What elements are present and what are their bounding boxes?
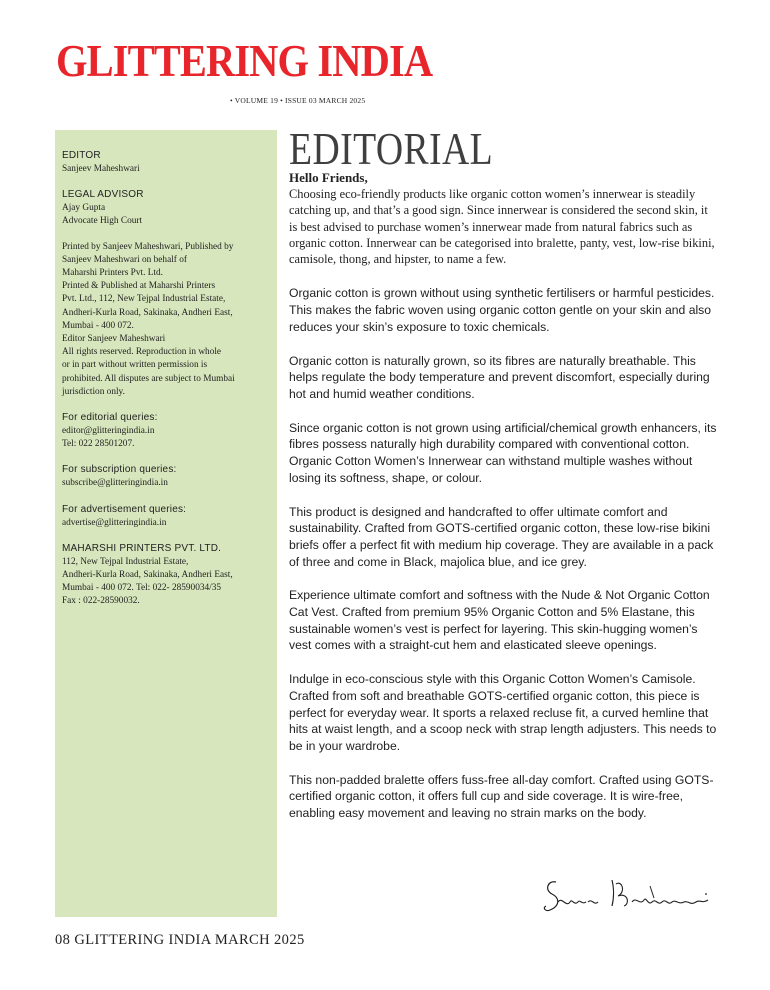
editorial-phone: Tel: 022 28501207. [62,439,135,450]
greeting: Hello Friends, [289,170,368,185]
subscription-email-link[interactable]: subscribe@glitteringindia.in [62,478,168,489]
editor-heading: EDITOR [62,150,101,161]
advertisement-queries-block [62,503,269,530]
editorial-email-link[interactable]: editor@glitteringindia.in [62,426,155,437]
masthead-sidebar [55,130,277,917]
imprint-line: Sanjeev Maheshwari on behalf of [62,254,187,265]
masthead-logo: GLITTERING INDIA [56,35,433,86]
subscription-queries-heading: For subscription queries: [62,464,177,476]
imprint-line: Andheri-Kurla Road, Sakinaka, Andheri East, [62,307,233,318]
legal-advisor-block [62,188,269,228]
printers-heading: MAHARSHI PRINTERS PVT. LTD. [62,542,222,554]
imprint-block [62,241,269,399]
issue-line: • VOLUME 19 • ISSUE 03 MARCH 2025 [230,96,366,105]
page-footer: 08 GLITTERING INDIA MARCH 2025 [55,932,305,948]
body-paragraph: Since organic cotton is not grown using artificial/chemical growth enhancers, its fibres possess naturally high durability compared with conventional cotton. Organic Cotton Women’s Innerwear can withstand multiple washes without losing its softness, shape, or colour. [289,420,717,485]
editorial-title: EDITORIAL [289,123,494,174]
body-paragraph: This product is designed and handcrafted to offer ultimate comfort and sustainability. Crafted from GOTS-certified organic cotton, these low-rise bikini briefs offer a perfect fit with medium hip coverage. They are available in a pack of three and come in Black, majolica blue, and ice grey. [289,504,714,569]
body-paragraph: Organic cotton is grown without using synthetic fertilisers or harmful pesticides. This makes the fabric woven using organic cotton gentle on your skin and also reduces your skin’s exposure to toxic chemicals. [289,286,715,334]
printers-address-line: Andheri-Kurla Road, Sakinaka, Andheri East, [62,570,233,581]
legal-advisor-name: Ajay Gupta [62,203,106,214]
imprint-line: Printed & Published at Maharshi Printers [62,281,216,292]
printers-address-line: Fax : 022-28590032. [62,596,140,607]
body-paragraph: Indulge in eco-conscious style with this Organic Cotton Women’s Camisole. Crafted from soft and breathable GOTS-certified organic cotton, this piece is perfect for everyday wear. It sports a relaxed recluse fit, a curved hemline that hits at waist length, and a scoop neck with strap length adjusters. This needs to be in your wardrobe. [289,672,717,753]
editorial-queries-heading: For editorial queries: [62,412,158,424]
printers-address-line: 112, New Tejpal Industrial Estate, [62,556,189,567]
printers-block [62,542,269,609]
imprint-line: prohibited. All disputes are subject to Mumbai [62,373,235,384]
advertisement-email-link[interactable]: advertise@glitteringindia.in [62,517,167,528]
imprint-line: Mumbai - 400 072. [62,320,134,331]
editor-block [62,149,269,176]
legal-advisor-role: Advocate High Court [62,216,143,227]
imprint-line: or in part without written permission is [62,360,208,371]
imprint-line: Printed by Sanjeev Maheshwari, Published by [62,241,234,252]
advertisement-queries-heading: For advertisement queries: [62,503,187,515]
legal-advisor-heading: LEGAL ADVISOR [62,189,144,201]
subscription-queries-block [62,463,269,490]
body-paragraph: Experience ultimate comfort and softness with the Nude & Not Organic Cotton Cat Vest. Crafted from premium 95% Organic Cotton and 5% Elastane, this sustainable women’s vest is perfect for layering. This skin-hugging women’s vest comes with a straight-cut hem and elasticated sleeve openings. [289,588,710,653]
imprint-line: jurisdiction only. [62,386,125,397]
editorial-queries-block [62,411,269,451]
imprint-line: All rights reserved. Reproduction in whole [62,347,222,358]
imprint-line: Maharshi Printers Pvt. Ltd. [62,268,163,279]
body-paragraph: Organic cotton is naturally grown, so its fibres are naturally breathable. This helps regulate the body temperature and prevent discomfort, especially during hot and humid weather conditions. [289,353,710,401]
imprint-line: Pvt. Ltd., 112, New Tejpal Industrial Estate, [62,294,226,305]
body-paragraph: This non-padded bralette offers fuss-free all-day comfort. Crafted using GOTS-certified organic cotton, it offers full cup and side coverage. It is wire-free, enabling easy movement and leaving no strain marks on the body. [289,772,714,821]
editorial-body [289,170,719,839]
intro-paragraph: Choosing eco-friendly products like organic cotton women’s innerwear is steadily catching up, and that’s a good sign. Since innerwear is considered the second skin, it is best advised to purchase women’s innerwear made from natural fabrics such as organic cotton. Innerwear can be categorised into bralette, panty, vest, low-rise bikini, camisole, thong, and hipster, to name a few. [289,187,715,267]
editor-signature [538,872,718,920]
imprint-line: Editor Sanjeev Maheshwari [62,334,166,345]
printers-address-line: Mumbai - 400 072. Tel: 022- 28590034/35 [62,583,222,594]
editor-name: Sanjeev Maheshwari [62,164,140,174]
